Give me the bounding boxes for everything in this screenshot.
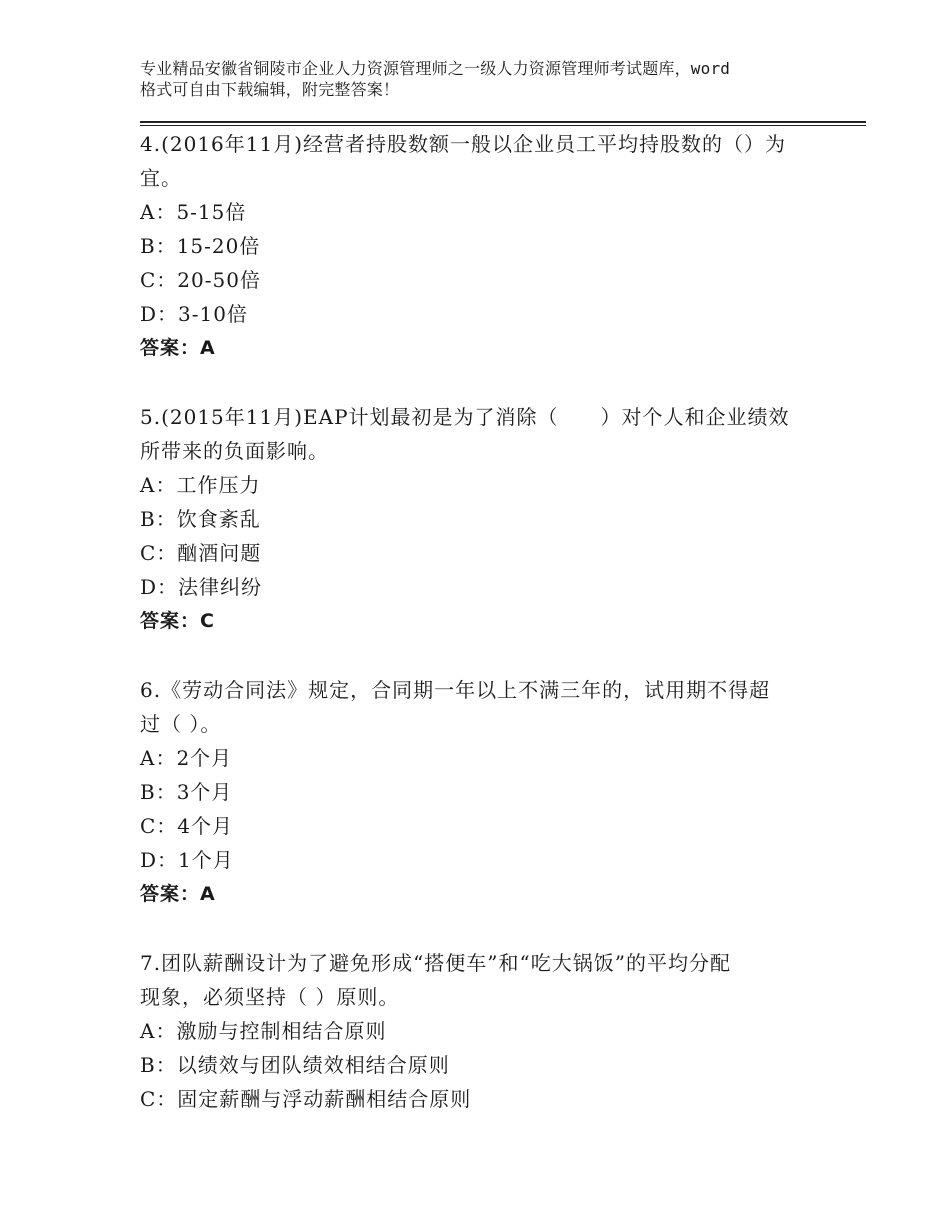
- option-a: A：2个月: [140, 746, 233, 770]
- option-a: A：激励与控制相结合原则: [140, 1019, 387, 1043]
- header-line-2: 格式可自由下载编辑，附完整答案！: [140, 80, 400, 99]
- option-b: B：以绩效与团队绩效相结合原则: [140, 1053, 450, 1077]
- question-text-line-1: 7.团队薪酬设计为了避免形成“搭便车”和“吃大锅饭”的平均分配: [140, 951, 731, 975]
- header-divider-thin: [140, 125, 866, 126]
- option-b: B：3个月: [140, 780, 233, 804]
- question-6: [140, 673, 820, 911]
- option-c: C：酗酒问题: [140, 541, 262, 565]
- document-header: [140, 58, 830, 100]
- question-text-line-1: 4.(2016年11月)经营者持股数额一般以企业员工平均持股数的（）为: [140, 132, 787, 156]
- question-text-line-2: 现象，必须坚持（ ）原则。: [140, 985, 400, 1009]
- question-text-line-2: 所带来的负面影响。: [140, 439, 329, 463]
- option-b: B：饮食紊乱: [140, 507, 261, 531]
- option-c: C：固定薪酬与浮动薪酬相结合原则: [140, 1087, 472, 1111]
- option-d: D：法律纠纷: [140, 575, 263, 599]
- option-b: B：15-20倍: [140, 234, 261, 258]
- option-d: D：3-10倍: [140, 302, 248, 326]
- question-text-line-1: 6.《劳动合同法》规定，合同期一年以上不满三年的，试用期不得超: [140, 678, 771, 702]
- question-5: [140, 400, 820, 638]
- question-7: [140, 946, 820, 1116]
- answer: 答案：A: [140, 337, 216, 359]
- header-divider-thick: [140, 121, 866, 123]
- question-text-line-2: 过（ ）。: [140, 712, 222, 736]
- header-line-1: 专业精品安徽省铜陵市企业人力资源管理师之一级人力资源管理师考试题库，word: [140, 59, 731, 78]
- question-4: [140, 127, 820, 365]
- question-text-line-2: 宜。: [140, 166, 182, 190]
- option-d: D：1个月: [140, 848, 234, 872]
- option-c: C：20-50倍: [140, 268, 261, 292]
- option-a: A：工作压力: [140, 473, 261, 497]
- option-c: C：4个月: [140, 814, 234, 838]
- question-text-line-1: 5.(2015年11月)EAP计划最初是为了消除（ ）对个人和企业绩效: [140, 405, 790, 429]
- option-a: A：5-15倍: [140, 200, 247, 224]
- answer: 答案：A: [140, 883, 216, 905]
- answer: 答案：C: [140, 610, 215, 632]
